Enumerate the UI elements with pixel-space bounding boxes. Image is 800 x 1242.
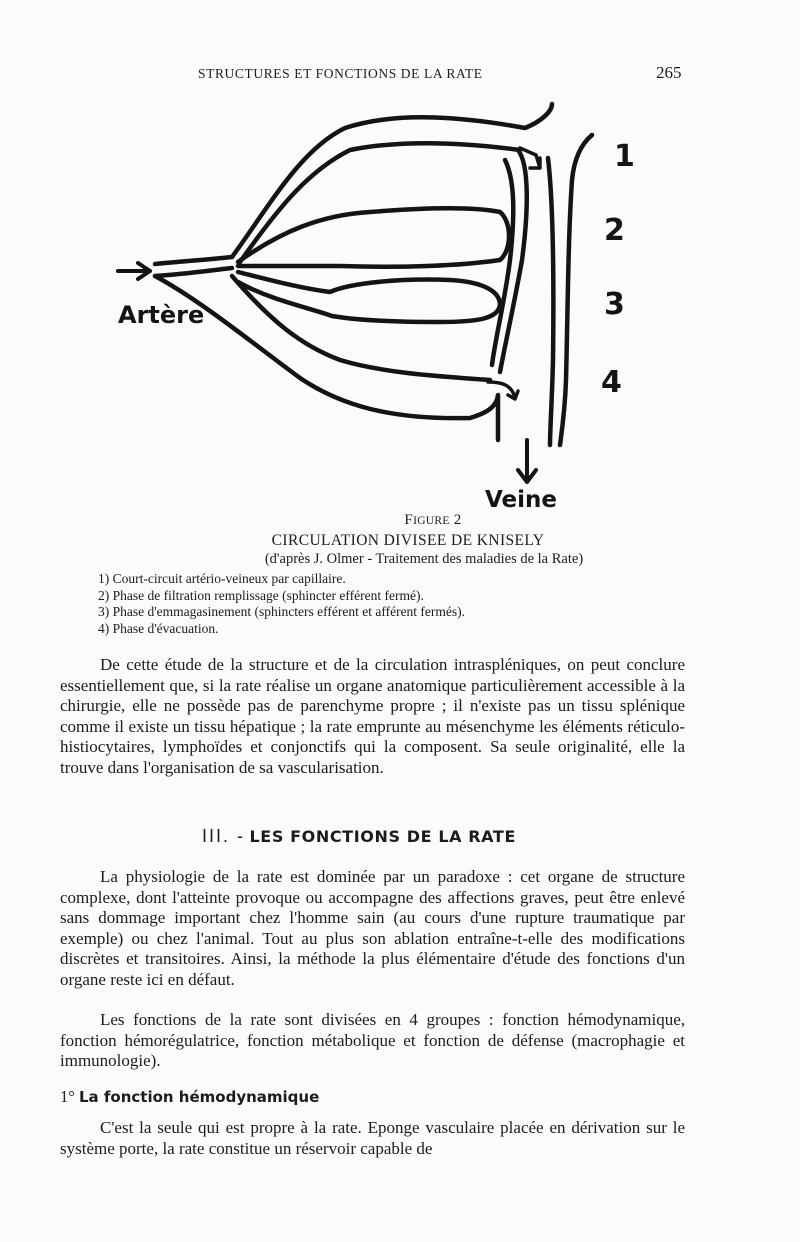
phase-label-4: 4 [601,365,622,400]
legend-item: 4) Phase d'évacuation. [98,620,219,636]
vessel-top-inner [240,143,520,262]
section-number: III. - [202,826,245,846]
legend-item: 1) Court-circuit artério-veineux par capillaire. [98,571,346,586]
vein-label: Veine [485,487,557,513]
figure-source: (d'après J. Olmer - Traitement des maladies de la Rate) [264,551,584,567]
figure-title: CIRCULATION DIVISEE DE KNISELY [271,532,545,549]
bottom-flow-arrow [488,382,518,399]
legend-item: 2) Phase de filtration remplissage (sphincter efférent fermé). [98,587,424,603]
running-title: STRUCTURES ET FONCTIONS DE LA RATE [198,66,483,81]
figure-number: FIGURE 2 [404,512,462,528]
legend-item: 3) Phase d'emmagasinement (sphincters efférent et afférent fermés). [98,604,466,619]
paragraph-hemodynamic: C'est la seule qui est propre à la rate. Eponge vasculaire placée en dérivation sur le système porte, la rate constitue un réservoir capable de [60,1118,685,1158]
section-title: LES FONCTIONS DE LA RATE [249,827,516,846]
phase-label-2: 2 [604,213,625,248]
phase-label-1: 1 [614,139,635,174]
artery-trunk [155,257,232,264]
vein-wall-right [560,135,592,445]
vein-wall-left [548,158,553,445]
figure-legend [98,571,698,637]
figure-caption [98,511,698,637]
circulation-diagram [0,0,800,520]
page-number: 265 [656,63,682,82]
sinus-2 [238,208,509,267]
sinus-3 [238,272,500,322]
subsection-heading [60,1087,319,1107]
paragraph-conclusion: De cette étude de la structure et de la circulation intraspléniques, on peut conclure essentiellement que, si la rate réalise un organe anatomique particulièrement accessible à la chirurgie, elle ne possède pas de parenchyme propre ; il n'existe pas un tissu splénique comme il existe un tissu hépatique ; la rate emprunte au mésenchyme les éléments réticulo-histiocytaires, lymphoïdes et conjonctifs qui la composent. Sa seule originalité, elle la trouve dans l'organisation de sa vascularisation. [60,655,685,777]
paragraph-physiology: La physiologie de la rate est dominée par un paradoxe : cet organe de structure complexe, dont l'atteinte provoque ou accompagne des affections graves, peut être enlevé sans dommage important chez l'homme sain (au cours d'une rupture traumatique par exemple) ou chez l'animal. Tout au plus son ablation entraîne-t-elle des modifications discrètes et transitoires. Ainsi, la méthode la plus élémentaire d'étude des fonctions d'un organe reste ici en défaut. [60,867,685,989]
vein-outflow-arrow [518,440,536,482]
artery-trunk-lower [155,268,232,276]
paragraph-function-groups: Les fonctions de la rate sont divisées en 4 groupes : fonction hémodynamique, fonction hémorégulatrice, fonction métabolique et fonction de défense (macrophagie et immunologie). [60,1010,685,1070]
artery-label: Artère [118,301,205,329]
subsection-title: La fonction hémodynamique [78,1088,320,1106]
artery-arrow [118,263,150,279]
vessel-bottom-outer [155,276,498,440]
subsection-number: 1° [60,1087,75,1106]
phase-label-3: 3 [604,287,625,322]
vessel-bottom-inner [232,276,490,380]
section-heading [202,826,516,847]
